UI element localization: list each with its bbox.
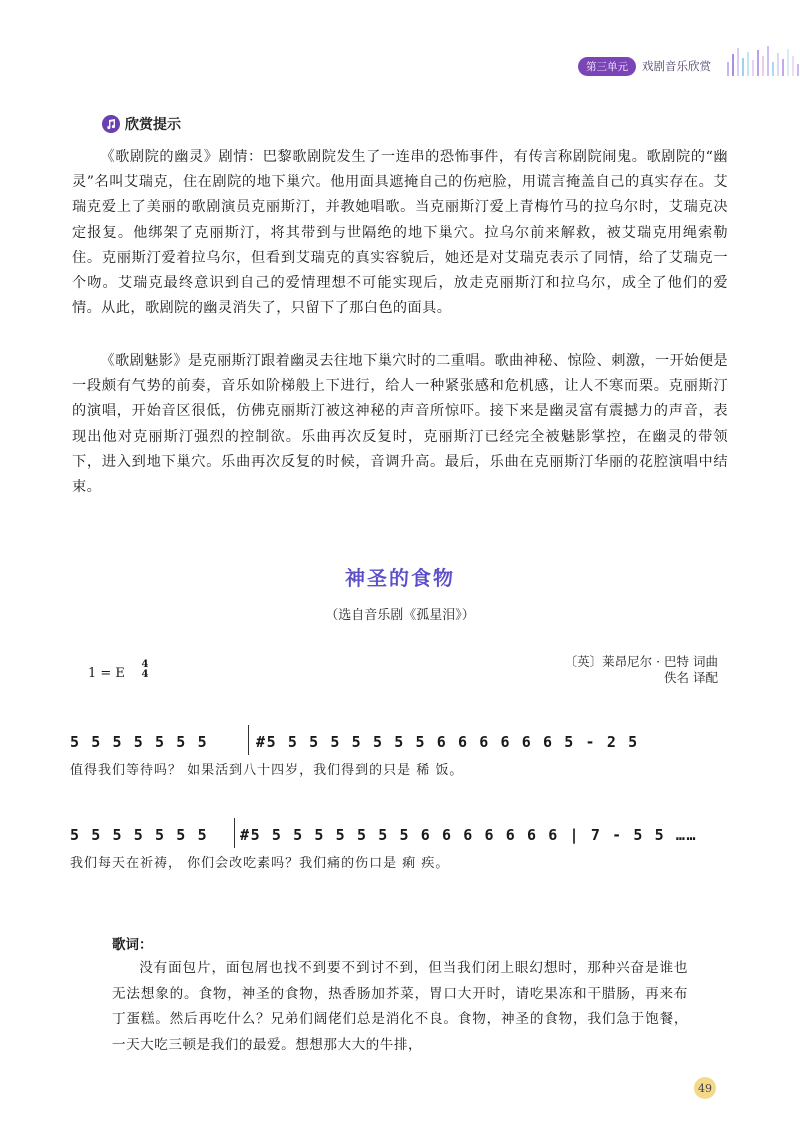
- paragraph-text: 《歌剧院的幽灵》剧情：巴黎歌剧院发生了一连串的恐怖事件，有传言称剧院闹鬼。歌剧院的“幽灵”名叫艾瑞克，住在剧院的地下巢穴。他用面具遮掩自己的伤疤脸，用谎言掩盖自己的真实存在。艾瑞克爱上了美丽的歌剧演员克丽斯汀，并教她唱歌。当克丽斯汀爱上青梅竹马的拉乌尔时，艾瑞克决定报复。他绑架了克丽斯汀，将其带到与世隔绝的地下巢穴。拉乌尔前来解救，被艾瑞克用绳索勒住。克丽斯汀爱着拉乌尔，但看到艾瑞克的真实容貌后，她还是对艾瑞克表示了同情，给了艾瑞克一个吻。艾瑞克最终意识到自己的爱情理想不可能实现后，放走克丽斯汀和拉乌尔，成全了他们的爱情。从此，歌剧院的幽灵消失了，只留下了那白色的面具。: [72, 149, 728, 317]
- barline: [234, 818, 235, 848]
- unit-label: 第三单元: [578, 57, 636, 76]
- unit-tag: [578, 56, 711, 76]
- lyrics-paragraph: 没有面包片，面包屑也找不到要不到讨不到，但当我们闭上眼幻想时，那种兴奋是谁也无法想象的。食物，神圣的食物，热香肠加芥菜，胃口大开时，请吃果冻和干腊肠，再来布丁蛋糕。然后再吃什么？兄弟们阔佬们总是消化不良。食物，神圣的食物，我们急于饱餐，一天大吃三顿是我们的最爱。想想那大大的牛排，: [112, 960, 688, 1053]
- decorative-bars: [725, 44, 800, 76]
- music-note-icon: [102, 115, 120, 133]
- tip-title: 欣赏提示: [125, 117, 181, 133]
- tip-paragraph-1: [72, 145, 728, 321]
- notes-part-b: #5 5 5 5 5 5 5 5 6 6 6 6 6 6 6 | 7 - 5 5 ……: [240, 826, 698, 844]
- time-top: 4: [141, 659, 149, 670]
- lyrics-text: [112, 956, 688, 1058]
- tip-paragraph-2: [72, 349, 728, 500]
- song-credit-arranger: 佚名 译配: [664, 670, 718, 685]
- time-bottom: 4: [141, 669, 149, 680]
- notes-part-a: 5 5 5 5 5 5 5: [70, 826, 209, 844]
- lyrics-line: 值得我们等待吗？ 如果活到八十四岁，我们得到的只是 稀 饭。: [70, 763, 464, 778]
- notes-part-a: 5 5 5 5 5 5 5: [70, 733, 209, 751]
- time-signature: [140, 660, 150, 680]
- tip-heading: [102, 114, 181, 134]
- lyrics-label: 歌词：: [112, 937, 153, 953]
- page-number: 49: [694, 1077, 716, 1099]
- lyrics-line: 我们每天在祈祷， 你们会改吃素吗？我们痛的伤口是 痢 疾。: [70, 856, 450, 871]
- section-title: 戏剧音乐欣赏: [642, 59, 711, 73]
- key-signature: 1 = E: [88, 666, 125, 681]
- song-credit-composer: 〔英〕莱昂尼尔 · 巴特 词曲: [564, 654, 718, 669]
- notes-part-b: #5 5 5 5 5 5 5 5 6 6 6 6 6 6 5 - 2 5: [256, 733, 639, 751]
- song-title: 神圣的食物: [345, 566, 455, 590]
- barline: [248, 725, 249, 755]
- song-source: （选自音乐剧《孤星泪》）: [325, 608, 475, 623]
- paragraph-text: 《歌剧魅影》是克丽斯汀跟着幽灵去往地下巢穴时的二重唱。歌曲神秘、惊险、刺激，一开始便是一段颇有气势的前奏，音乐如阶梯般上下进行，给人一种紧张感和危机感，让人不寒而栗。克丽斯汀的演唱，开始音区很低，仿佛克丽斯汀被这神秘的声音所惊吓。接下来是幽灵富有震撼力的声音，表现出他对克丽斯汀强烈的控制欲。乐曲再次反复时，克丽斯汀已经完全被魅影掌控，在幽灵的带领下，进入到地下巢穴。乐曲再次反复的时候，音调升高。最后，乐曲在克丽斯汀华丽的花腔演唱中结束。: [72, 353, 728, 496]
